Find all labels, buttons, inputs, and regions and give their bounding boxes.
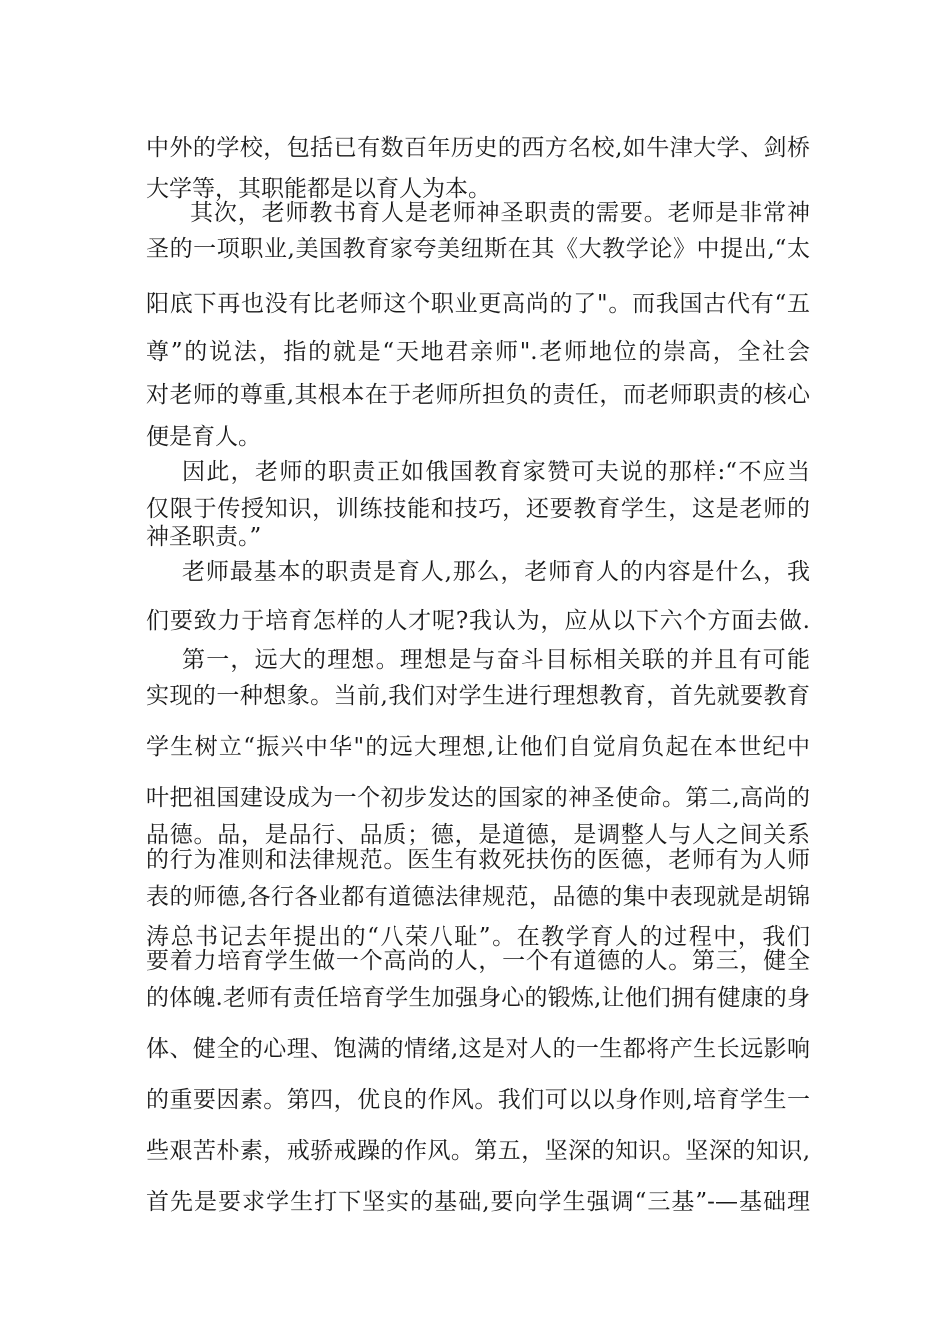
text-line: 中外的学校，包括已有数百年历史的西方名校,如牛津大学、剑桥	[146, 135, 810, 161]
text-line: 的行为准则和法律规范。医生有救死扶伤的医德，老师有为人师	[146, 847, 810, 873]
text-line: 表的师德,各行各业都有道德法律规范，品德的集中表现就是胡锦	[146, 884, 810, 910]
text-line: 老师最基本的职责是育人,那么，老师育人的内容是什么，我	[182, 559, 810, 585]
text-line: 首先是要求学生打下坚实的基础,要向学生强调“三基”-—基础理	[146, 1189, 810, 1215]
text-line: 的重要因素。第四，优良的作风。我们可以以身作则,培育学生一	[146, 1087, 810, 1113]
text-line: 尊”的说法，指的就是“天地君亲师".老师地位的崇高，全社会	[146, 339, 810, 365]
text-line: 叶把祖国建设成为一个初步发达的国家的神圣使命。第二,高尚的	[146, 785, 810, 811]
text-line: 神圣职责。”	[146, 524, 262, 550]
text-line: 们要致力于培育怎样的人才呢?我认为，应从以下六个方面去做.	[146, 608, 810, 634]
text-line: 的体魄.老师有责任培育学生加强身心的锻炼,让他们拥有健康的身	[146, 985, 810, 1011]
text-line: 涛总书记去年提出的“八荣八耻”。在教学育人的过程中，我们	[146, 924, 810, 950]
text-line: 阳底下再也没有比老师这个职业更高尚的了"。而我国古代有“五	[146, 291, 810, 317]
text-line: 因此，老师的职责正如俄国教育家赞可夫说的那样:“不应当	[182, 459, 810, 485]
text-line: 大学等，其职能都是以育人为本。	[146, 176, 491, 202]
text-line: 品德。品，是品行、品质；德，是道德，是调整人与人之间关系	[146, 822, 810, 848]
text-line: 第一，远大的理想。理想是与奋斗目标相关联的并且有可能	[182, 647, 810, 673]
text-line: 圣的一项职业,美国教育家夸美纽斯在其《大教学论》中提出,“太	[146, 236, 810, 262]
text-line: 便是育人。	[146, 424, 261, 450]
text-line: 其次，老师教书育人是老师神圣职责的需要。老师是非常神	[190, 200, 810, 226]
text-line: 对老师的尊重,其根本在于老师所担负的责任，而老师职责的核心	[146, 382, 810, 408]
text-line: 仅限于传授知识，训练技能和技巧，还要教育学生，这是老师的	[146, 496, 810, 522]
text-line: 要着力培育学生做一个高尚的人，一个有道德的人。第三，健全	[146, 948, 810, 974]
text-line: 学生树立“振兴中华"的远大理想,让他们自觉肩负起在本世纪中	[146, 734, 810, 760]
text-line: 实现的一种想象。当前,我们对学生进行理想教育，首先就要教育	[146, 683, 810, 709]
text-line: 些艰苦朴素，戒骄戒躁的作风。第五，坚深的知识。坚深的知识,	[146, 1138, 810, 1164]
text-line: 体、健全的心理、饱满的情绪,这是对人的一生都将产生长远影响	[146, 1036, 810, 1062]
